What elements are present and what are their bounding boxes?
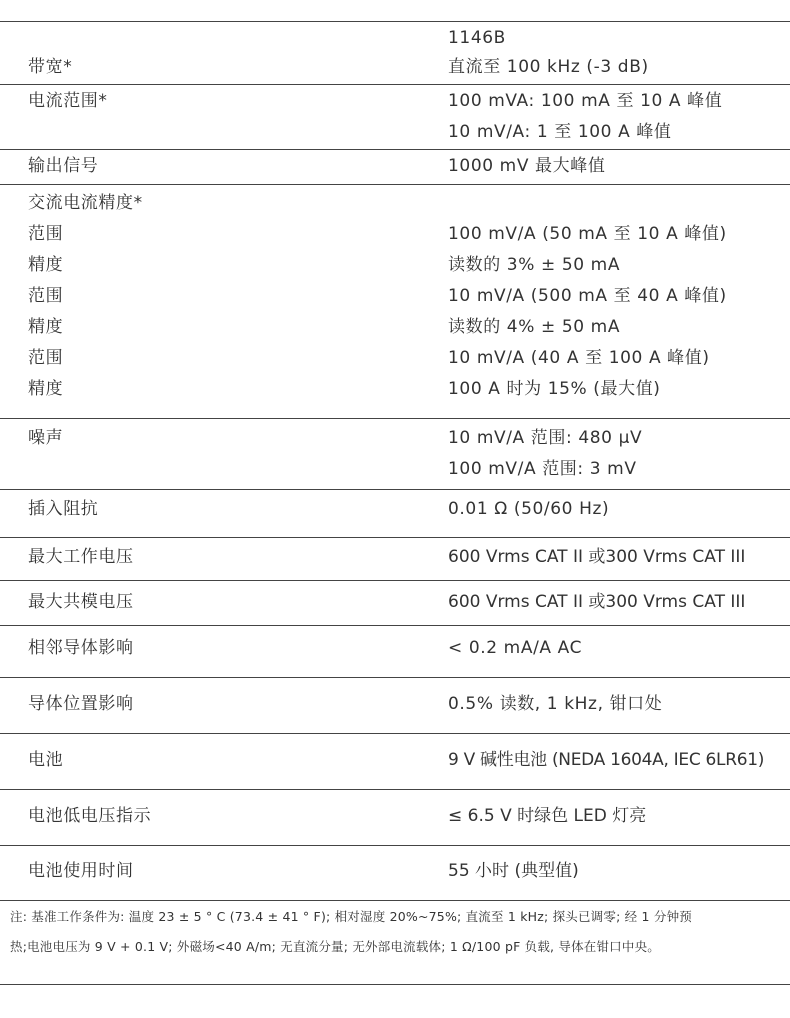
- adjacent-conductor-value: < 0.2 mA/A AC: [448, 638, 583, 658]
- ac-accuracy-row-value: 100 mV/A (50 mA 至 10 A 峰值): [448, 224, 727, 244]
- insertion-impedance-label: 插入阻抗: [28, 499, 99, 519]
- battery-value: 9 V 碱性电池 (NEDA 1604A, IEC 6LR61): [448, 750, 765, 770]
- ac-accuracy-title: 交流电流精度*: [28, 193, 143, 213]
- bandwidth-value: 直流至 100 kHz (-3 dB): [448, 57, 649, 77]
- ac-accuracy-row-value: 10 mV/A (500 mA 至 40 A 峰值): [448, 286, 727, 306]
- ac-accuracy-row-value: 读数的 3% ± 50 mA: [448, 255, 621, 275]
- output-signal-label: 输出信号: [28, 156, 99, 176]
- divider: [0, 149, 790, 150]
- max-common-mode-voltage-label: 最大共模电压: [28, 592, 134, 612]
- battery-life-value: 55 小时 (典型值): [448, 861, 579, 881]
- ac-accuracy-row-value: 读数的 4% ± 50 mA: [448, 317, 621, 337]
- current-range-label: 电流范围*: [28, 91, 108, 111]
- divider: [0, 489, 790, 490]
- noise-value-1: 10 mV/A 范围: 480 μV: [448, 428, 643, 448]
- noise-label: 噪声: [28, 428, 64, 448]
- low-battery-label: 电池低电压指示: [28, 806, 152, 826]
- max-common-mode-voltage-value: 600 Vrms CAT II 或300 Vrms CAT III: [448, 592, 746, 612]
- noise-value-2: 100 mV/A 范围: 3 mV: [448, 459, 637, 479]
- divider: [0, 677, 790, 678]
- model-name: 1146B: [448, 28, 506, 48]
- max-working-voltage-label: 最大工作电压: [28, 547, 134, 567]
- ac-accuracy-row-label: 范围: [28, 286, 64, 306]
- footnote-line-1: 注: 基准工作条件为: 温度 23 ± 5 ° C (73.4 ± 41 ° F); 相对湿度 20%~75%; 直流至 1 kHz; 探头已调零; 经 1 分钟预: [10, 909, 692, 924]
- divider: [0, 733, 790, 734]
- divider: [0, 900, 790, 901]
- adjacent-conductor-label: 相邻导体影响: [28, 638, 134, 658]
- conductor-position-label: 导体位置影响: [28, 694, 134, 714]
- divider: [0, 789, 790, 790]
- bandwidth-label: 带宽*: [28, 57, 73, 77]
- divider: [0, 625, 790, 626]
- ac-accuracy-row-label: 精度: [28, 255, 64, 275]
- divider: [0, 21, 790, 22]
- conductor-position-value: 0.5% 读数, 1 kHz, 钳口处: [448, 694, 663, 714]
- ac-accuracy-row-label: 范围: [28, 348, 64, 368]
- divider: [0, 184, 790, 185]
- output-signal-value: 1000 mV 最大峰值: [448, 156, 606, 176]
- battery-label: 电池: [28, 750, 64, 770]
- divider: [0, 845, 790, 846]
- divider: [0, 984, 790, 985]
- ac-accuracy-row-value: 100 A 时为 15% (最大值): [448, 379, 661, 399]
- ac-accuracy-row-label: 范围: [28, 224, 64, 244]
- ac-accuracy-row-value: 10 mV/A (40 A 至 100 A 峰值): [448, 348, 710, 368]
- current-range-value-1: 100 mVA: 100 mA 至 10 A 峰值: [448, 91, 723, 111]
- divider: [0, 580, 790, 581]
- footnote-line-2: 热;电池电压为 9 V + 0.1 V; 外磁场<40 A/m; 无直流分量; 无外部电流载体; 1 Ω/100 pF 负载, 导体在钳口中央。: [10, 939, 660, 954]
- low-battery-value: ≤ 6.5 V 时绿色 LED 灯亮: [448, 806, 647, 826]
- current-range-value-2: 10 mV/A: 1 至 100 A 峰值: [448, 122, 672, 142]
- divider: [0, 84, 790, 85]
- ac-accuracy-row-label: 精度: [28, 379, 64, 399]
- max-working-voltage-value: 600 Vrms CAT II 或300 Vrms CAT III: [448, 547, 746, 567]
- divider: [0, 537, 790, 538]
- divider: [0, 418, 790, 419]
- battery-life-label: 电池使用时间: [28, 861, 134, 881]
- ac-accuracy-row-label: 精度: [28, 317, 64, 337]
- insertion-impedance-value: 0.01 Ω (50/60 Hz): [448, 499, 610, 519]
